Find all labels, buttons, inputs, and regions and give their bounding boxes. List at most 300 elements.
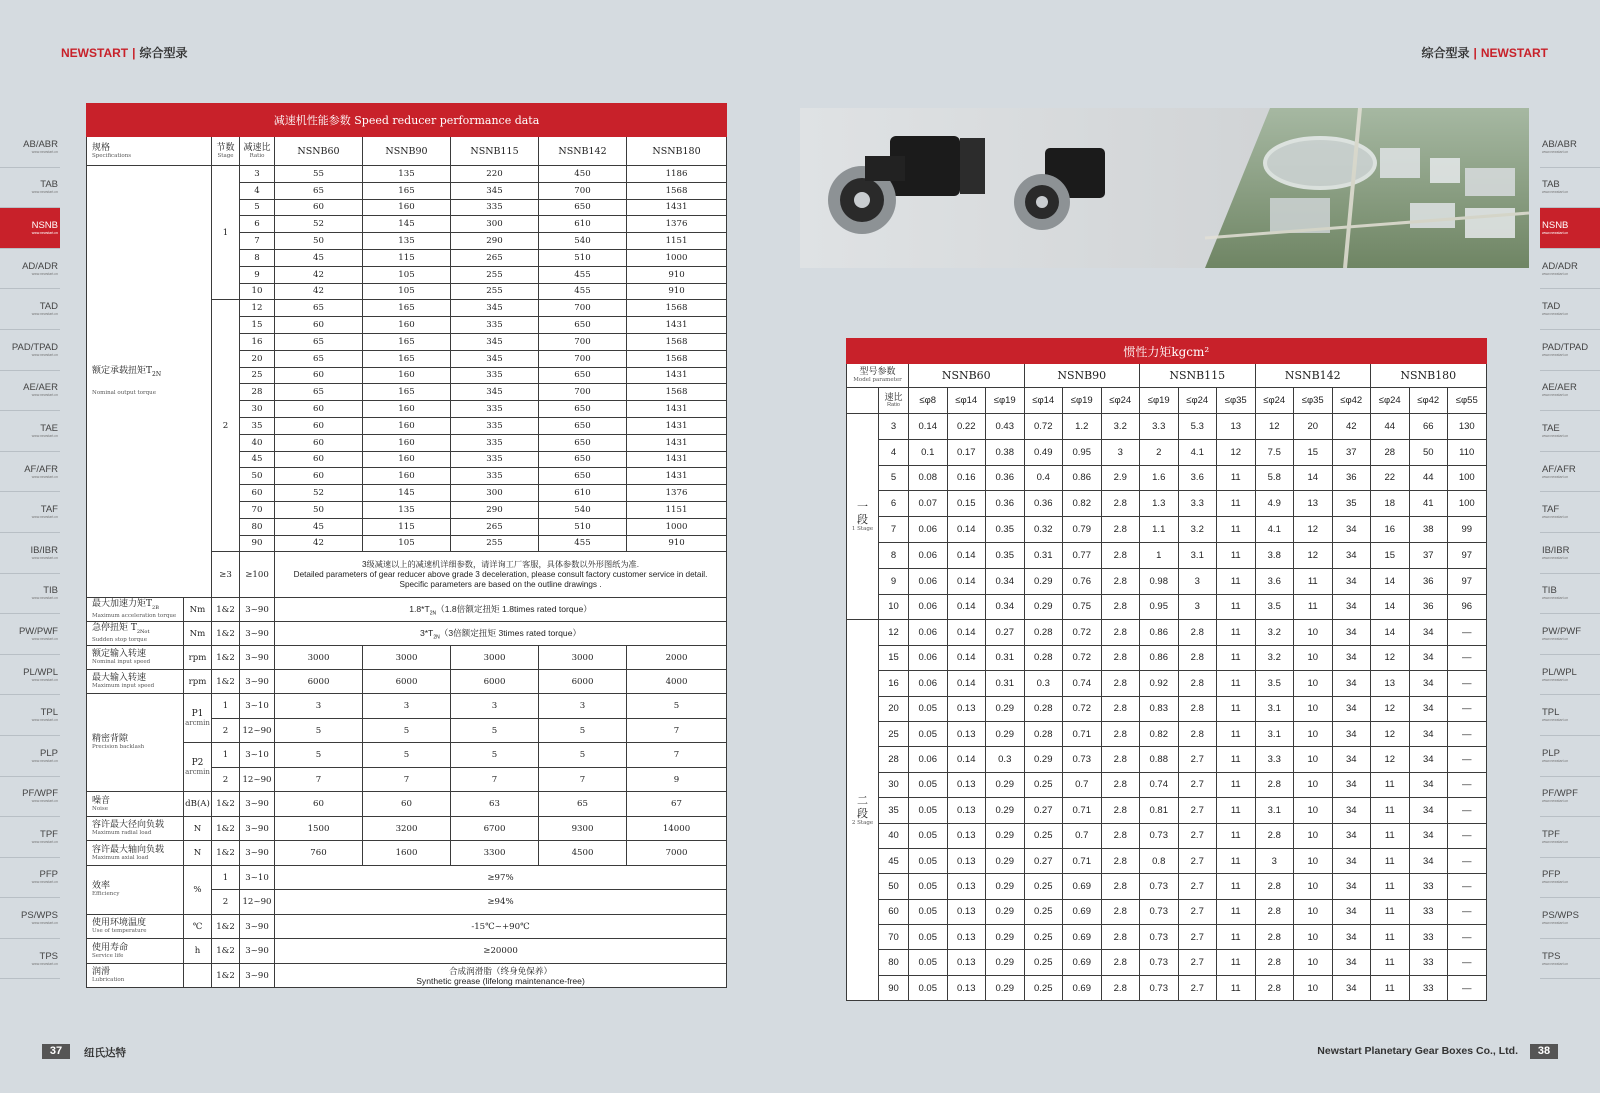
spec-label-text: 使用寿命: [92, 942, 129, 953]
value-cell: 11: [1371, 975, 1410, 1000]
side-tab-tps[interactable]: [0, 939, 60, 980]
table-row: [847, 465, 1487, 491]
value-cell: 5: [363, 743, 451, 768]
side-tab-plp[interactable]: [1540, 736, 1600, 777]
side-tab-nsnb[interactable]: [0, 208, 60, 249]
side-tab-sub: www.newstart.cn: [1542, 312, 1569, 317]
value-cell: 160: [363, 417, 451, 434]
value-cell: 0.25: [1024, 874, 1063, 899]
value-cell: 11: [1217, 517, 1256, 543]
value-cell: 0.29: [986, 874, 1025, 899]
value-cell: 0.49: [1024, 439, 1063, 465]
value-cell: 300: [451, 216, 539, 233]
value-cell: 3: [1255, 848, 1294, 873]
value-cell: 105: [363, 266, 451, 283]
value-cell: 0.13: [947, 925, 986, 950]
side-tab-pad-tpad[interactable]: [0, 330, 60, 371]
value-cell: [275, 622, 727, 646]
shaft-diameter-header: ≤φ42: [1409, 388, 1448, 414]
value-cell: 0.73: [1140, 823, 1179, 848]
value-cell: 44: [1371, 414, 1410, 440]
ratio-cell: 3~90: [240, 939, 275, 964]
side-tab-label: PL/WPL: [1542, 666, 1577, 678]
header-separator: |: [132, 46, 136, 60]
spec-label: [87, 841, 184, 866]
value-cell: 700: [539, 300, 627, 317]
table-row: [847, 772, 1487, 797]
value-cell: 11: [1217, 874, 1256, 899]
value-cell: 4.9: [1255, 491, 1294, 517]
value-cell: 3: [1178, 594, 1217, 620]
side-tab-sub: www.newstart.cn: [31, 149, 58, 154]
value-cell: 60: [275, 792, 363, 817]
ratio-cell: 3~90: [240, 622, 275, 646]
value-cell: 15: [1371, 542, 1410, 568]
value-cell: 11: [1371, 874, 1410, 899]
stage-cell: 1&2: [212, 622, 240, 646]
side-tab-pl-wpl[interactable]: [0, 655, 60, 696]
value-cell: 0.06: [909, 542, 948, 568]
side-tab-tae[interactable]: [1540, 411, 1600, 452]
stage-cell: 2: [212, 890, 240, 915]
side-tab-pl-wpl[interactable]: [1540, 655, 1600, 696]
value-cell: —: [1448, 848, 1487, 873]
value-cell: 7: [627, 718, 727, 743]
value-cell: 65: [275, 333, 363, 350]
value-cell: 0.31: [986, 645, 1025, 670]
ratio-cell: 90: [240, 535, 275, 552]
value-cell: 0.05: [909, 848, 948, 873]
brand-name: NEWSTART: [1480, 46, 1548, 60]
value-cell: -15℃~+90℃: [275, 914, 727, 939]
value-cell: 11: [1371, 848, 1410, 873]
value-cell: 0.14: [947, 645, 986, 670]
side-tab-tpl[interactable]: [0, 695, 60, 736]
value-cell: 700: [539, 350, 627, 367]
value-cell: —: [1448, 696, 1487, 721]
value-cell: 335: [451, 199, 539, 216]
stage-header: 节数 Stage: [212, 137, 240, 166]
value-cell: 455: [539, 266, 627, 283]
value-cell: 65: [275, 384, 363, 401]
table-row: [87, 646, 727, 670]
value-cell: 0.73: [1140, 899, 1179, 924]
value-cell: 7: [363, 767, 451, 792]
table-row: [847, 899, 1487, 924]
side-tab-pfp[interactable]: [1540, 858, 1600, 899]
side-tab-label: TAF: [40, 504, 58, 516]
value-cell: 1500: [275, 816, 363, 841]
value-cell: 5: [539, 718, 627, 743]
value-cell: 34: [1409, 671, 1448, 696]
value-cell: 700: [539, 182, 627, 199]
side-nav-right: [1540, 127, 1600, 979]
value-cell: 0.25: [1024, 772, 1063, 797]
side-tab-sub: www.newstart.cn: [31, 921, 58, 926]
value-cell: 11: [1217, 620, 1256, 645]
subscript: 2N: [429, 610, 437, 617]
table-row: [847, 568, 1487, 594]
value-cell: 335: [451, 468, 539, 485]
unit: arcmin: [185, 719, 210, 728]
value-cell: 0.92: [1140, 671, 1179, 696]
table-row: [87, 939, 727, 964]
value-cell: 60: [275, 468, 363, 485]
spec-label-en: Lubrication: [92, 977, 125, 984]
value-cell: 11: [1217, 925, 1256, 950]
value-cell: 1151: [627, 233, 727, 250]
side-tab-sub: www.newstart.cn: [31, 636, 58, 641]
side-tab-plp[interactable]: [0, 736, 60, 777]
table-row: [847, 721, 1487, 746]
side-tab-ae-aer[interactable]: [1540, 371, 1600, 412]
value-cell: 3.6: [1255, 568, 1294, 594]
value-cell: 10: [1294, 925, 1333, 950]
value-cell: 2.8: [1101, 568, 1140, 594]
stage-cell: 1&2: [212, 841, 240, 866]
value-text-en: Synthetic grease (lifelong maintenance-free): [416, 975, 585, 986]
side-tab-pf-wpf[interactable]: [0, 777, 60, 818]
value-cell: 3: [451, 694, 539, 719]
value-cell: 0.05: [909, 823, 948, 848]
value-cell: 2.7: [1178, 874, 1217, 899]
value-cell: 0.06: [909, 620, 948, 645]
value-cell: 115: [363, 518, 451, 535]
value-cell: 0.28: [1024, 696, 1063, 721]
value-cell: 0.73: [1140, 950, 1179, 975]
value-cell: 0.43: [986, 414, 1025, 440]
spec-label-cn: [92, 623, 183, 637]
value-cell: 0.05: [909, 899, 948, 924]
ratio-cell: 20: [240, 350, 275, 367]
value-cell: 5: [451, 718, 539, 743]
side-tab-tad[interactable]: [1540, 289, 1600, 330]
shaft-diameter-header: ≤φ19: [1140, 388, 1179, 414]
value-cell: 11: [1217, 975, 1256, 1000]
value-cell: 0.86: [1140, 620, 1179, 645]
side-tab-pw-pwf[interactable]: [0, 614, 60, 655]
side-tab-taf[interactable]: [0, 492, 60, 533]
value-cell: 0.1: [909, 439, 948, 465]
value-cell: 265: [451, 518, 539, 535]
value-cell: 0.25: [1024, 950, 1063, 975]
value-cell: 14: [1371, 594, 1410, 620]
ratio-header: 减速比 Ratio: [240, 137, 275, 166]
value-cell: 650: [539, 401, 627, 418]
value-cell: 10: [1294, 823, 1333, 848]
side-tab-nsnb[interactable]: [1540, 208, 1600, 249]
value-cell: 3.6: [1178, 465, 1217, 491]
value-cell: 0.34: [986, 594, 1025, 620]
side-tab-label: NSNB: [1542, 219, 1569, 231]
stage-label: [847, 620, 879, 1001]
value-cell: 60: [275, 417, 363, 434]
side-tab-af-afr[interactable]: [0, 452, 60, 493]
side-tab-tae[interactable]: [0, 411, 60, 452]
value-cell: 36: [1332, 465, 1371, 491]
value-cell: 160: [363, 401, 451, 418]
side-tab-label: TAE: [40, 422, 58, 434]
value-cell: 10: [1294, 950, 1333, 975]
value-cell: 0.72: [1063, 696, 1102, 721]
side-tab-sub: www.newstart.cn: [31, 961, 58, 966]
side-tab-label: AE/AER: [1542, 382, 1577, 394]
shaft-diameter-header: ≤φ8: [909, 388, 948, 414]
value-cell: 1568: [627, 384, 727, 401]
value-cell: 42: [275, 266, 363, 283]
ratio-cell: 6: [240, 216, 275, 233]
value-cell: 1.2: [1063, 414, 1102, 440]
value-cell: 2.8: [1101, 491, 1140, 517]
ratio-cell: 3~90: [240, 598, 275, 622]
value-cell: 0.74: [1063, 671, 1102, 696]
value-cell: 35: [1332, 491, 1371, 517]
side-tab-ib-ibr[interactable]: [1540, 533, 1600, 574]
value-cell: 67: [627, 792, 727, 817]
value-cell: 2.8: [1101, 874, 1140, 899]
value-cell: 11: [1217, 747, 1256, 772]
table-row: [847, 950, 1487, 975]
model-header: NSNB115: [451, 137, 539, 166]
value-cell: 7: [539, 767, 627, 792]
side-tab-ab-abr[interactable]: [1540, 127, 1600, 168]
value-cell: 65: [275, 350, 363, 367]
value-cell: 33: [1409, 899, 1448, 924]
side-tab-label: PAD/TPAD: [1542, 341, 1589, 353]
value-cell: 2.7: [1178, 899, 1217, 924]
value-cell: 0.36: [986, 491, 1025, 517]
spec-label: [87, 646, 184, 670]
ratio-cell: 30: [240, 401, 275, 418]
value-cell: 34: [1409, 645, 1448, 670]
side-tab-tpl[interactable]: [1540, 695, 1600, 736]
spec-label-cn: 精密背隙: [92, 734, 129, 745]
value-cell: 0.72: [1024, 414, 1063, 440]
value-cell: 2: [1140, 439, 1179, 465]
side-tab-ad-adr[interactable]: [0, 249, 60, 290]
spec-label-en: Service life: [92, 952, 124, 959]
side-tab-taf[interactable]: [1540, 492, 1600, 533]
spec-label-cn: [92, 967, 183, 977]
backlash-class-cell: [184, 743, 212, 792]
shaft-diameter-header: ≤φ14: [947, 388, 986, 414]
value-cell: 11: [1217, 696, 1256, 721]
value-cell: 0.69: [1063, 925, 1102, 950]
side-tab-tpf[interactable]: [1540, 817, 1600, 858]
value-cell: —: [1448, 721, 1487, 746]
side-tab-tib[interactable]: [1540, 574, 1600, 615]
value-cell: 63: [451, 792, 539, 817]
spec-label-text: 额定输入转速: [92, 649, 147, 660]
ratio-cell: 80: [240, 518, 275, 535]
value-cell: 60: [275, 199, 363, 216]
value-cell: 510: [539, 518, 627, 535]
inertia-table: [846, 338, 1487, 1001]
value-cell: 34: [1332, 950, 1371, 975]
unit-cell: N: [184, 816, 212, 841]
value-cell: 5: [539, 743, 627, 768]
side-tab-tab[interactable]: [1540, 168, 1600, 209]
unit-cell: dB(A): [184, 792, 212, 817]
ratio-cell: 50: [240, 468, 275, 485]
value-cell: 5: [275, 718, 363, 743]
value-cell: 36: [1409, 568, 1448, 594]
value-cell: 6700: [451, 816, 539, 841]
value-cell: 290: [451, 501, 539, 518]
spec-label: [87, 865, 184, 914]
value-cell: 2.8: [1255, 899, 1294, 924]
ratio-cell: 40: [879, 823, 909, 848]
value-cell: 0.29: [1024, 594, 1063, 620]
value-cell: 0.29: [986, 975, 1025, 1000]
value-cell: 2.8: [1101, 823, 1140, 848]
value-cell: 2.8: [1255, 925, 1294, 950]
side-tab-tps[interactable]: [1540, 939, 1600, 980]
value-cell: 0.7: [1063, 823, 1102, 848]
value-cell: 34: [1332, 671, 1371, 696]
value-cell: 1376: [627, 216, 727, 233]
value-cell: 0.76: [1063, 568, 1102, 594]
value-cell: 0.72: [1063, 620, 1102, 645]
side-tab-label: PL/WPL: [23, 666, 58, 678]
subscript: 2N: [433, 634, 440, 641]
performance-table: [86, 103, 727, 988]
ratio-cell: 3~90: [240, 792, 275, 817]
value-cell: 0.83: [1140, 696, 1179, 721]
value-cell: 335: [451, 401, 539, 418]
side-tab-tab[interactable]: [0, 168, 60, 209]
value-cell: 96: [1448, 594, 1487, 620]
value-cell: 34: [1332, 925, 1371, 950]
value-cell: 0.17: [947, 439, 986, 465]
value-cell: 5: [275, 743, 363, 768]
value-cell: 0.27: [1024, 798, 1063, 823]
spec-label: [87, 816, 184, 841]
side-tab-ib-ibr[interactable]: [0, 533, 60, 574]
value-cell: 0.29: [986, 950, 1025, 975]
value-cell: 34: [1409, 823, 1448, 848]
value-cell: 34: [1332, 620, 1371, 645]
value-cell: 1568: [627, 333, 727, 350]
spec-header: 规格 Specifications: [87, 137, 212, 166]
spec-label-text: 润滑: [92, 967, 111, 978]
side-tab-af-afr[interactable]: [1540, 452, 1600, 493]
side-tab-ps-wps[interactable]: [1540, 898, 1600, 939]
side-tab-pad-tpad[interactable]: [1540, 330, 1600, 371]
side-tab-sub: www.newstart.cn: [31, 555, 58, 560]
side-tab-tad[interactable]: [0, 289, 60, 330]
side-tab-ae-aer[interactable]: [0, 371, 60, 412]
value-cell: 335: [451, 367, 539, 384]
value-cell: 34: [1332, 899, 1371, 924]
value-cell: 1431: [627, 468, 727, 485]
value-cell: 3.8: [1255, 542, 1294, 568]
value-cell: 0.15: [947, 491, 986, 517]
side-tab-label: AB/ABR: [23, 138, 58, 150]
table-row: [87, 694, 727, 719]
spec-label-cn: [92, 366, 211, 380]
value-cell: —: [1448, 620, 1487, 645]
side-tab-pf-wpf[interactable]: [1540, 777, 1600, 818]
value-cell: 0.35: [986, 542, 1025, 568]
value-cell: 10: [1294, 848, 1333, 873]
side-tab-sub: www.newstart.cn: [1542, 799, 1569, 804]
stage-label-en: 1 Stage: [851, 526, 874, 533]
value-cell: 9300: [539, 816, 627, 841]
side-tab-tpf[interactable]: [0, 817, 60, 858]
value-cell: 610: [539, 485, 627, 502]
value-cell: 290: [451, 233, 539, 250]
value-cell: 0.13: [947, 823, 986, 848]
side-tab-label: TAE: [1542, 422, 1560, 434]
value-cell: 12: [1371, 721, 1410, 746]
value-cell: 650: [539, 199, 627, 216]
value-cell: 135: [363, 233, 451, 250]
ratio-cell: 12~90: [240, 718, 275, 743]
value-cell: 5: [451, 743, 539, 768]
value-cell: 60: [363, 792, 451, 817]
side-tab-pfp[interactable]: [0, 858, 60, 899]
value-cell: 0.71: [1063, 798, 1102, 823]
side-tab-sub: www.newstart.cn: [31, 474, 58, 479]
value-cell: 34: [1332, 975, 1371, 1000]
side-tab-ab-abr[interactable]: [0, 127, 60, 168]
value-cell: 10: [1294, 747, 1333, 772]
value-cell: 11: [1217, 721, 1256, 746]
value-cell: 0.27: [986, 620, 1025, 645]
value-cell: 0.69: [1063, 899, 1102, 924]
value-cell: 34: [1409, 696, 1448, 721]
value-cell: 0.08: [909, 465, 948, 491]
ratio-cell: 45: [240, 451, 275, 468]
value-cell: 105: [363, 283, 451, 300]
value-cell: 3000: [539, 646, 627, 670]
value-cell: 0.31: [986, 671, 1025, 696]
ratio-cell: 3~90: [240, 963, 275, 988]
value-cell: 910: [627, 535, 727, 552]
value-cell: 28: [1371, 439, 1410, 465]
stage-cell: 1: [212, 743, 240, 768]
side-tab-pw-pwf[interactable]: [1540, 614, 1600, 655]
ratio-cell: 50: [879, 874, 909, 899]
value-cell: 0.14: [947, 747, 986, 772]
value-cell: 335: [451, 317, 539, 334]
value-text: 1.8*T: [409, 603, 430, 614]
value-cell: 0.29: [1024, 568, 1063, 594]
value-cell: 0.13: [947, 975, 986, 1000]
side-tab-ad-adr[interactable]: [1540, 249, 1600, 290]
ratio-cell: 40: [240, 434, 275, 451]
value-cell: 0.13: [947, 950, 986, 975]
side-tab-tib[interactable]: [0, 574, 60, 615]
ratio-cell: 20: [879, 696, 909, 721]
value-cell: 160: [363, 451, 451, 468]
value-cell: 2.8: [1178, 696, 1217, 721]
value-cell: 1.3: [1140, 491, 1179, 517]
value-cell: 10: [1294, 620, 1333, 645]
value-cell: 11: [1294, 568, 1333, 594]
value-cell: 0.36: [1024, 491, 1063, 517]
value-cell: 11: [1217, 772, 1256, 797]
value-cell: —: [1448, 874, 1487, 899]
value-cell: 130: [1448, 414, 1487, 440]
side-tab-ps-wps[interactable]: [0, 898, 60, 939]
value-cell: 0.79: [1063, 517, 1102, 543]
side-tab-sub: www.newstart.cn: [1542, 271, 1569, 276]
value-cell: 2.8: [1255, 874, 1294, 899]
table-row: [847, 696, 1487, 721]
unit-cell: h: [184, 939, 212, 964]
